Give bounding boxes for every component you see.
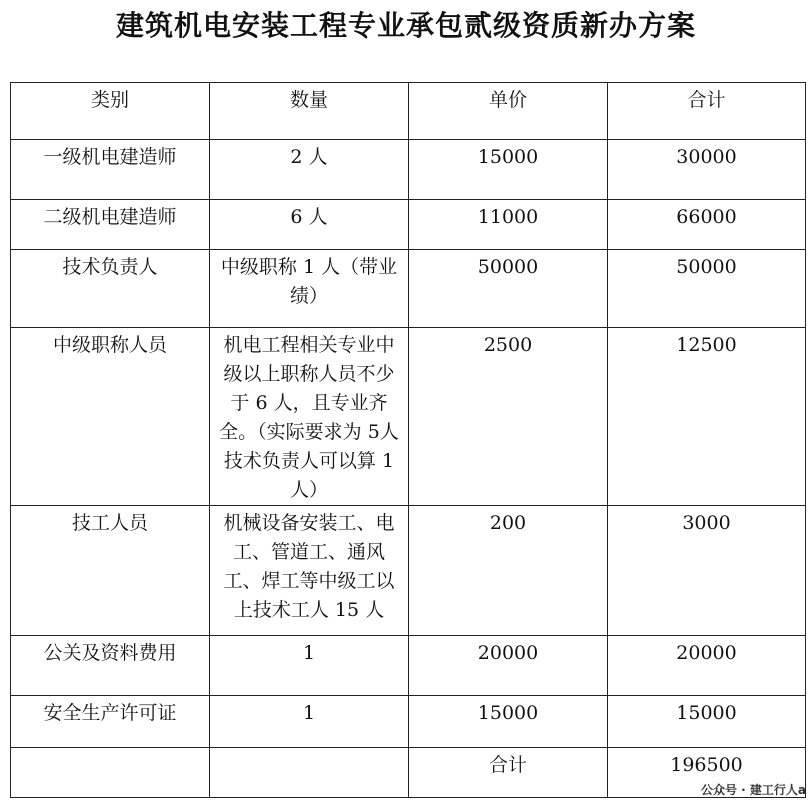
cell-category: 安全生产许可证 bbox=[11, 696, 210, 748]
cell-category: 公关及资料费用 bbox=[11, 636, 210, 696]
cell-category: 技工人员 bbox=[11, 506, 210, 636]
watermark: 公众号 · 建工行人a bbox=[700, 783, 806, 797]
cell-category: 中级职称人员 bbox=[11, 328, 210, 506]
header-unit-price: 单价 bbox=[409, 83, 608, 140]
header-category: 类别 bbox=[11, 83, 210, 140]
cell-total: 20000 bbox=[608, 636, 806, 696]
summary-total: 196500 bbox=[608, 748, 806, 798]
summary-quantity bbox=[210, 748, 409, 798]
cell-total: 12500 bbox=[608, 328, 806, 506]
cell-unit-price: 11000 bbox=[409, 200, 608, 250]
page-title: 建筑机电安装工程专业承包贰级资质新办方案 bbox=[115, 9, 696, 42]
table-row bbox=[11, 696, 806, 748]
cell-total: 3000 bbox=[608, 506, 806, 636]
cell-total: 66000 bbox=[608, 200, 806, 250]
cell-category: 二级机电建造师 bbox=[11, 200, 210, 250]
cell-category: 技术负责人 bbox=[11, 250, 210, 328]
cell-quantity: 6 人 bbox=[210, 200, 409, 250]
cell-quantity: 1 bbox=[210, 696, 409, 748]
table-row bbox=[11, 636, 806, 696]
cell-unit-price: 15000 bbox=[409, 140, 608, 200]
cell-category: 一级机电建造师 bbox=[11, 140, 210, 200]
table-header-row bbox=[11, 83, 806, 140]
cell-unit-price: 20000 bbox=[409, 636, 608, 696]
cell-unit-price: 2500 bbox=[409, 328, 608, 506]
cell-unit-price: 200 bbox=[409, 506, 608, 636]
cell-quantity: 2 人 bbox=[210, 140, 409, 200]
table-row bbox=[11, 506, 806, 636]
table-row bbox=[11, 328, 806, 506]
cell-total: 50000 bbox=[608, 250, 806, 328]
table-row bbox=[11, 250, 806, 328]
cell-unit-price: 50000 bbox=[409, 250, 608, 328]
summary-category bbox=[11, 748, 210, 798]
header-total: 合计 bbox=[608, 83, 806, 140]
cell-quantity: 机电工程相关专业中级以上职称人员不少于 6 人，且专业齐全。（实际要求为 5人技术负责人可以算 1 人） bbox=[210, 328, 409, 506]
cost-table bbox=[10, 82, 806, 798]
cell-total: 30000 bbox=[608, 140, 806, 200]
table-row bbox=[11, 200, 806, 250]
table-row bbox=[11, 140, 806, 200]
summary-label: 合计 bbox=[409, 748, 608, 798]
cell-quantity: 机械设备安装工、电工、管道工、通风工、焊工等中级工以上技术工人 15 人 bbox=[210, 506, 409, 636]
summary-row bbox=[11, 748, 806, 798]
cell-quantity: 1 bbox=[210, 636, 409, 696]
cell-total: 15000 bbox=[608, 696, 806, 748]
header-quantity: 数量 bbox=[210, 83, 409, 140]
cell-unit-price: 15000 bbox=[409, 696, 608, 748]
cell-quantity: 中级职称 1 人（带业绩） bbox=[210, 250, 409, 328]
